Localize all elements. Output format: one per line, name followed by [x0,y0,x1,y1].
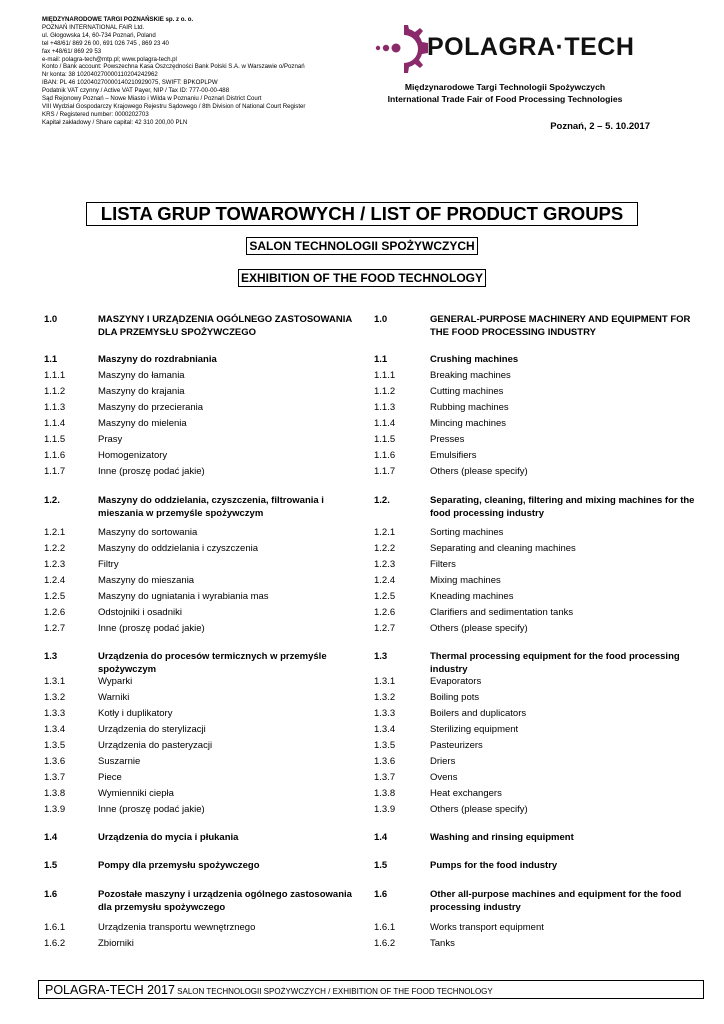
page-footer [38,980,704,999]
code-en: 1.2.2 [374,543,396,554]
label-pl: Urządzenia do sterylizacji [98,724,206,735]
fair-name-en: International Trade Fair of Food Processing Technologies [387,94,623,104]
label-en: Other all-purpose machines and equipment for the food processing industry [430,889,682,913]
code-en: 1.1.6 [374,450,396,461]
code-en: 1.6 [374,889,388,900]
code-pl: 1.3.9 [44,804,66,815]
label-en: Rubbing machines [430,402,509,413]
label-en: Others (please specify) [430,466,528,477]
label-en: Presses [430,434,465,445]
fair-name-pl: Międzynarodowe Targi Technologii Spożywczych [404,82,606,92]
company-capital: Kapitał zakładowy / Share capital: 42 310 200,00 PLN [42,118,188,126]
code-pl: 1.1.6 [44,450,66,461]
code-en: 1.3.2 [374,692,396,703]
code-en: 1.1.2 [374,386,396,397]
company-court: Sąd Rejonowy Poznań – Nowe Miasto i Wilda w Poznaniu / Poznań District Court [42,95,262,103]
salon-title: SALON TECHNOLOGII SPOŻYWCZYCH [246,237,477,255]
label-en: Emulsifiers [430,450,477,461]
label-en: Works transport equipment [430,922,544,933]
label-en: Washing and rinsing equipment [430,832,574,843]
fair-name [370,81,640,105]
company-iban: IBAN: PL 46 102040270000140210929075, SWIFT: BPKOPLPW [42,79,218,87]
label-pl: Zbiorniki [98,938,134,949]
label-en: Boiling pots [430,692,480,703]
label-en: Pasteurizers [430,740,483,751]
label-pl: Maszyny do ugniatania i wyrabiania mas [98,591,269,602]
code-pl: 1.1.1 [44,370,66,381]
code-pl: 1.0 [44,314,58,325]
code-en: 1.1.5 [374,434,396,445]
code-pl: 1.1.7 [44,466,66,477]
code-en: 1.1.1 [374,370,396,381]
code-pl: 1.2.1 [44,527,66,538]
company-account: Nr konta: 38 102040270000110204242962 [42,71,158,79]
code-pl: 1.3.3 [44,708,66,719]
code-en: 1.2.1 [374,527,396,538]
company-name: MIĘDZYNARODOWE TARGI POZNAŃSKIE sp. z o. o. [42,16,194,23]
code-pl: 1.3.8 [44,788,66,799]
code-en: 1.3.5 [374,740,396,751]
label-en: Driers [430,756,456,767]
label-pl: Maszyny do mielenia [98,418,187,429]
code-en: 1.3 [374,651,388,662]
code-pl: 1.3.1 [44,676,66,687]
code-en: 1.6.1 [374,922,396,933]
exhibition-title: EXHIBITION OF THE FOOD TECHNOLOGY [238,269,486,287]
company-info [42,16,342,127]
label-pl: Wyparki [98,676,133,687]
fair-place-date: Poznań, 2 – 5. 10.2017 [550,121,650,132]
label-pl: Piece [98,772,122,783]
label-pl: Pozostałe maszyny i urządzenia ogólnego zastosowania dla przemysłu spożywczego [98,889,352,913]
label-en: Heat exchangers [430,788,502,799]
label-en: Sorting machines [430,527,504,538]
label-pl: Urządzenia transportu wewnętrznego [98,922,256,933]
label-pl: Urządzenia do procesów termicznych w przemyśle spożywczym [98,651,327,675]
label-pl: Odstojniki i osadniki [98,607,182,618]
code-en: 1.0 [374,314,388,325]
code-pl: 1.3.5 [44,740,66,751]
label-en: Separating and cleaning machines [430,543,576,554]
footer-subtitle: SALON TECHNOLOGII SPOŻYWCZYCH / EXHIBITION OF THE FOOD TECHNOLOGY [174,987,493,996]
code-pl: 1.3.6 [44,756,66,767]
label-en: Boilers and duplicators [430,708,527,719]
code-en: 1.3.8 [374,788,396,799]
company-bank: Konto / Bank account: Powszechna Kasa Oszczędności Bank Polski S.A. w Warszawie o/Poznań [42,63,305,71]
label-pl: Inne (proszę podać jakie) [98,623,205,634]
label-en: Sterilizing equipment [430,724,519,735]
label-pl: Kotły i duplikatory [98,708,173,719]
label-en: Evaporators [430,676,482,687]
label-pl: Maszyny do mieszania [98,575,195,586]
page-title: LISTA GRUP TOWAROWYCH / LIST OF PRODUCT GROUPS [86,202,638,226]
label-pl: Inne (proszę podać jakie) [98,466,205,477]
label-pl: Maszyny do oddzielania, czyszczenia, filtrowania i mieszania w przemyśle spożywczym [98,495,324,519]
logo-text: POLAGRA·TECH [427,33,635,61]
label-pl: Maszyny do krajania [98,386,185,397]
code-en: 1.2.6 [374,607,396,618]
company-name-en: POZNAŃ INTERNATIONAL FAIR Ltd. [42,23,145,31]
code-pl: 1.2.7 [44,623,66,634]
label-en: Mixing machines [430,575,501,586]
label-en: Breaking machines [430,370,511,381]
code-en: 1.1 [374,354,388,365]
code-pl: 1.6.2 [44,938,66,949]
label-pl: Maszyny do łamania [98,370,185,381]
code-en: 1.6.2 [374,938,396,949]
label-pl: Wymienniki ciepła [98,788,174,799]
company-vat: Podatnik VAT czynny / Active VAT Payer, NIP / Tax ID: 777-00-00-488 [42,87,230,95]
label-pl: Maszyny do oddzielania i czyszczenia [98,543,258,554]
label-en: GENERAL-PURPOSE MACHINERY AND EQUIPMENT FOR THE FOOD PROCESSING INDUSTRY [430,314,691,338]
label-pl: Urządzenia do pasteryzacji [98,740,213,751]
code-pl: 1.6 [44,889,58,900]
label-pl: Prasy [98,434,123,445]
label-pl: Maszyny do przecierania [98,402,204,413]
code-pl: 1.4 [44,832,58,843]
label-pl: Warniki [98,692,130,703]
company-krs: KRS / Registered number: 0000202703 [42,110,149,118]
label-en: Filters [430,559,456,570]
code-pl: 1.1 [44,354,58,365]
label-en: Ovens [430,772,458,783]
label-en: Others (please specify) [430,623,528,634]
code-en: 1.2.4 [374,575,396,586]
code-en: 1.3.3 [374,708,396,719]
label-pl: Filtry [98,559,119,570]
label-pl: MASZYNY I URZĄDZENIA OGÓLNEGO ZASTOSOWANIA DLA PRZEMYSŁU SPOŻYWCZEGO [98,314,352,338]
code-en: 1.3.7 [374,772,396,783]
code-en: 1.2. [374,495,390,506]
code-en: 1.2.5 [374,591,396,602]
label-pl: Urządzenia do mycia i płukania [98,832,239,843]
code-en: 1.2.3 [374,559,396,570]
company-address: ul. Głogowska 14, 60-734 Poznań, Poland [42,31,156,39]
polagra-tech-logo [372,21,642,81]
code-en: 1.3.6 [374,756,396,767]
label-en: Kneading machines [430,591,514,602]
code-pl: 1.2.2 [44,543,66,554]
label-pl: Maszyny do sortowania [98,527,198,538]
company-fax: fax +48/61/ 869 29 53 [42,47,102,55]
label-en: Thermal processing equipment for the food processing industry [430,651,680,675]
label-pl: Maszyny do rozdrabniania [98,354,217,365]
label-en: Clarifiers and sedimentation tanks [430,607,574,618]
code-pl: 1.2.3 [44,559,66,570]
company-phone: tel +48/61/ 869 26 00, 691 026 745 , 869 23 40 [42,39,169,47]
label-en: Crushing machines [430,354,519,365]
code-pl: 1.1.4 [44,418,66,429]
label-en: Pumps for the food industry [430,860,558,871]
code-pl: 1.1.2 [44,386,66,397]
label-pl: Suszarnie [98,756,141,767]
code-en: 1.4 [374,832,388,843]
code-pl: 1.3.4 [44,724,66,735]
code-pl: 1.3.2 [44,692,66,703]
company-court-division: VIII Wydział Gospodarczy Krajowego Rejestru Sądowego / 8th Division of National Court Register [42,102,306,110]
code-pl: 1.2. [44,495,60,506]
exhibition-title-wrap [0,269,724,287]
label-pl: Inne (proszę podać jakie) [98,804,205,815]
code-pl: 1.3.7 [44,772,66,783]
code-pl: 1.6.1 [44,922,66,933]
code-en: 1.3.1 [374,676,396,687]
label-pl: Pompy dla przemysłu spożywczego [98,860,260,871]
label-pl: Homogenizatory [98,450,168,461]
code-en: 1.2.7 [374,623,396,634]
label-en: Mincing machines [430,418,507,429]
code-pl: 1.3 [44,651,58,662]
code-en: 1.1.3 [374,402,396,413]
footer-text [45,982,493,1000]
gear-logo-icon [372,21,428,81]
code-pl: 1.1.3 [44,402,66,413]
code-en: 1.3.4 [374,724,396,735]
label-en: Separating, cleaning, filtering and mixing machines for the food processing industry [430,495,695,519]
code-pl: 1.5 [44,860,58,871]
code-en: 1.5 [374,860,388,871]
code-en: 1.3.9 [374,804,396,815]
code-pl: 1.1.5 [44,434,66,445]
code-pl: 1.2.5 [44,591,66,602]
label-en: Others (please specify) [430,804,528,815]
code-pl: 1.2.6 [44,607,66,618]
footer-event: POLAGRA-TECH 2017 [45,983,175,997]
code-en: 1.1.4 [374,418,396,429]
salon-title-wrap [0,237,724,255]
label-en: Cutting machines [430,386,504,397]
code-pl: 1.2.4 [44,575,66,586]
company-email: e-mail: polagra-tech@mtp.pl; www.polagra-tech.pl [42,55,177,63]
label-en: Tanks [430,938,455,949]
code-en: 1.1.7 [374,466,396,477]
